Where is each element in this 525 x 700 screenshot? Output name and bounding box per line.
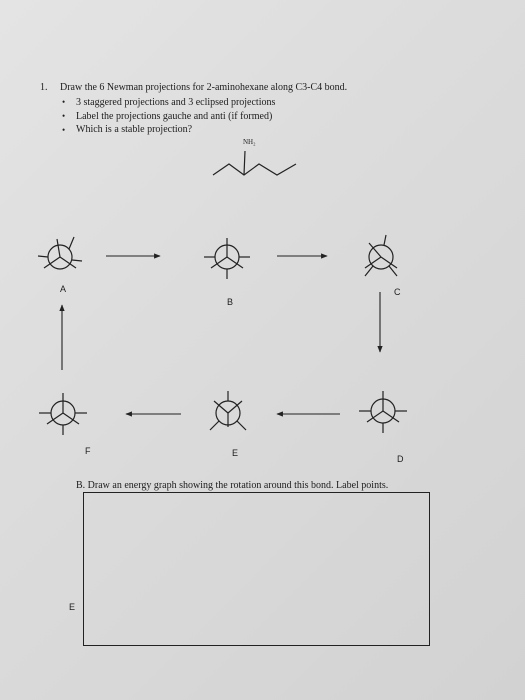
bullet-item-stable-projection: Which is a stable projection? [76,124,193,135]
newman-projection-f [39,393,87,435]
projection-label-b: B [227,297,234,307]
energy-axis-label: E [69,602,76,612]
projection-label-e: E [232,448,239,458]
question-prompt: Draw the 6 Newman projections for 2-aminohexane along C3-C4 bond. [60,82,348,93]
rotation-arrows [62,256,380,414]
bullet-item-label-gauche-anti: Label the projections gauche and anti (if formed) [76,111,273,122]
question-b-prompt: B. Draw an energy graph showing the rotation around this bond. Label points. [76,480,389,491]
bullet-item-staggered-eclipsed: 3 staggered projections and 3 eclipsed projections [76,97,276,108]
projection-label-a: A [60,284,67,294]
projection-label-f: F [85,446,91,456]
bullet-marker: • [62,111,66,121]
newman-projection-d [359,391,407,433]
question-number: 1. [40,82,48,93]
projection-label-d: D [397,454,404,464]
bullet-marker: • [62,125,66,135]
carbon-chain [213,164,296,175]
skeletal-structure [213,151,296,175]
projection-label-c: C [394,287,401,297]
newman-projection-c [365,235,397,276]
newman-projection-e [210,391,246,430]
newman-projection-a [38,237,82,269]
bullet-marker: • [62,97,66,107]
newman-projection-b [204,238,250,279]
energy-graph-answer-box [83,492,430,646]
amine-bond [244,151,245,175]
amine-label: NH₂ [243,138,256,146]
